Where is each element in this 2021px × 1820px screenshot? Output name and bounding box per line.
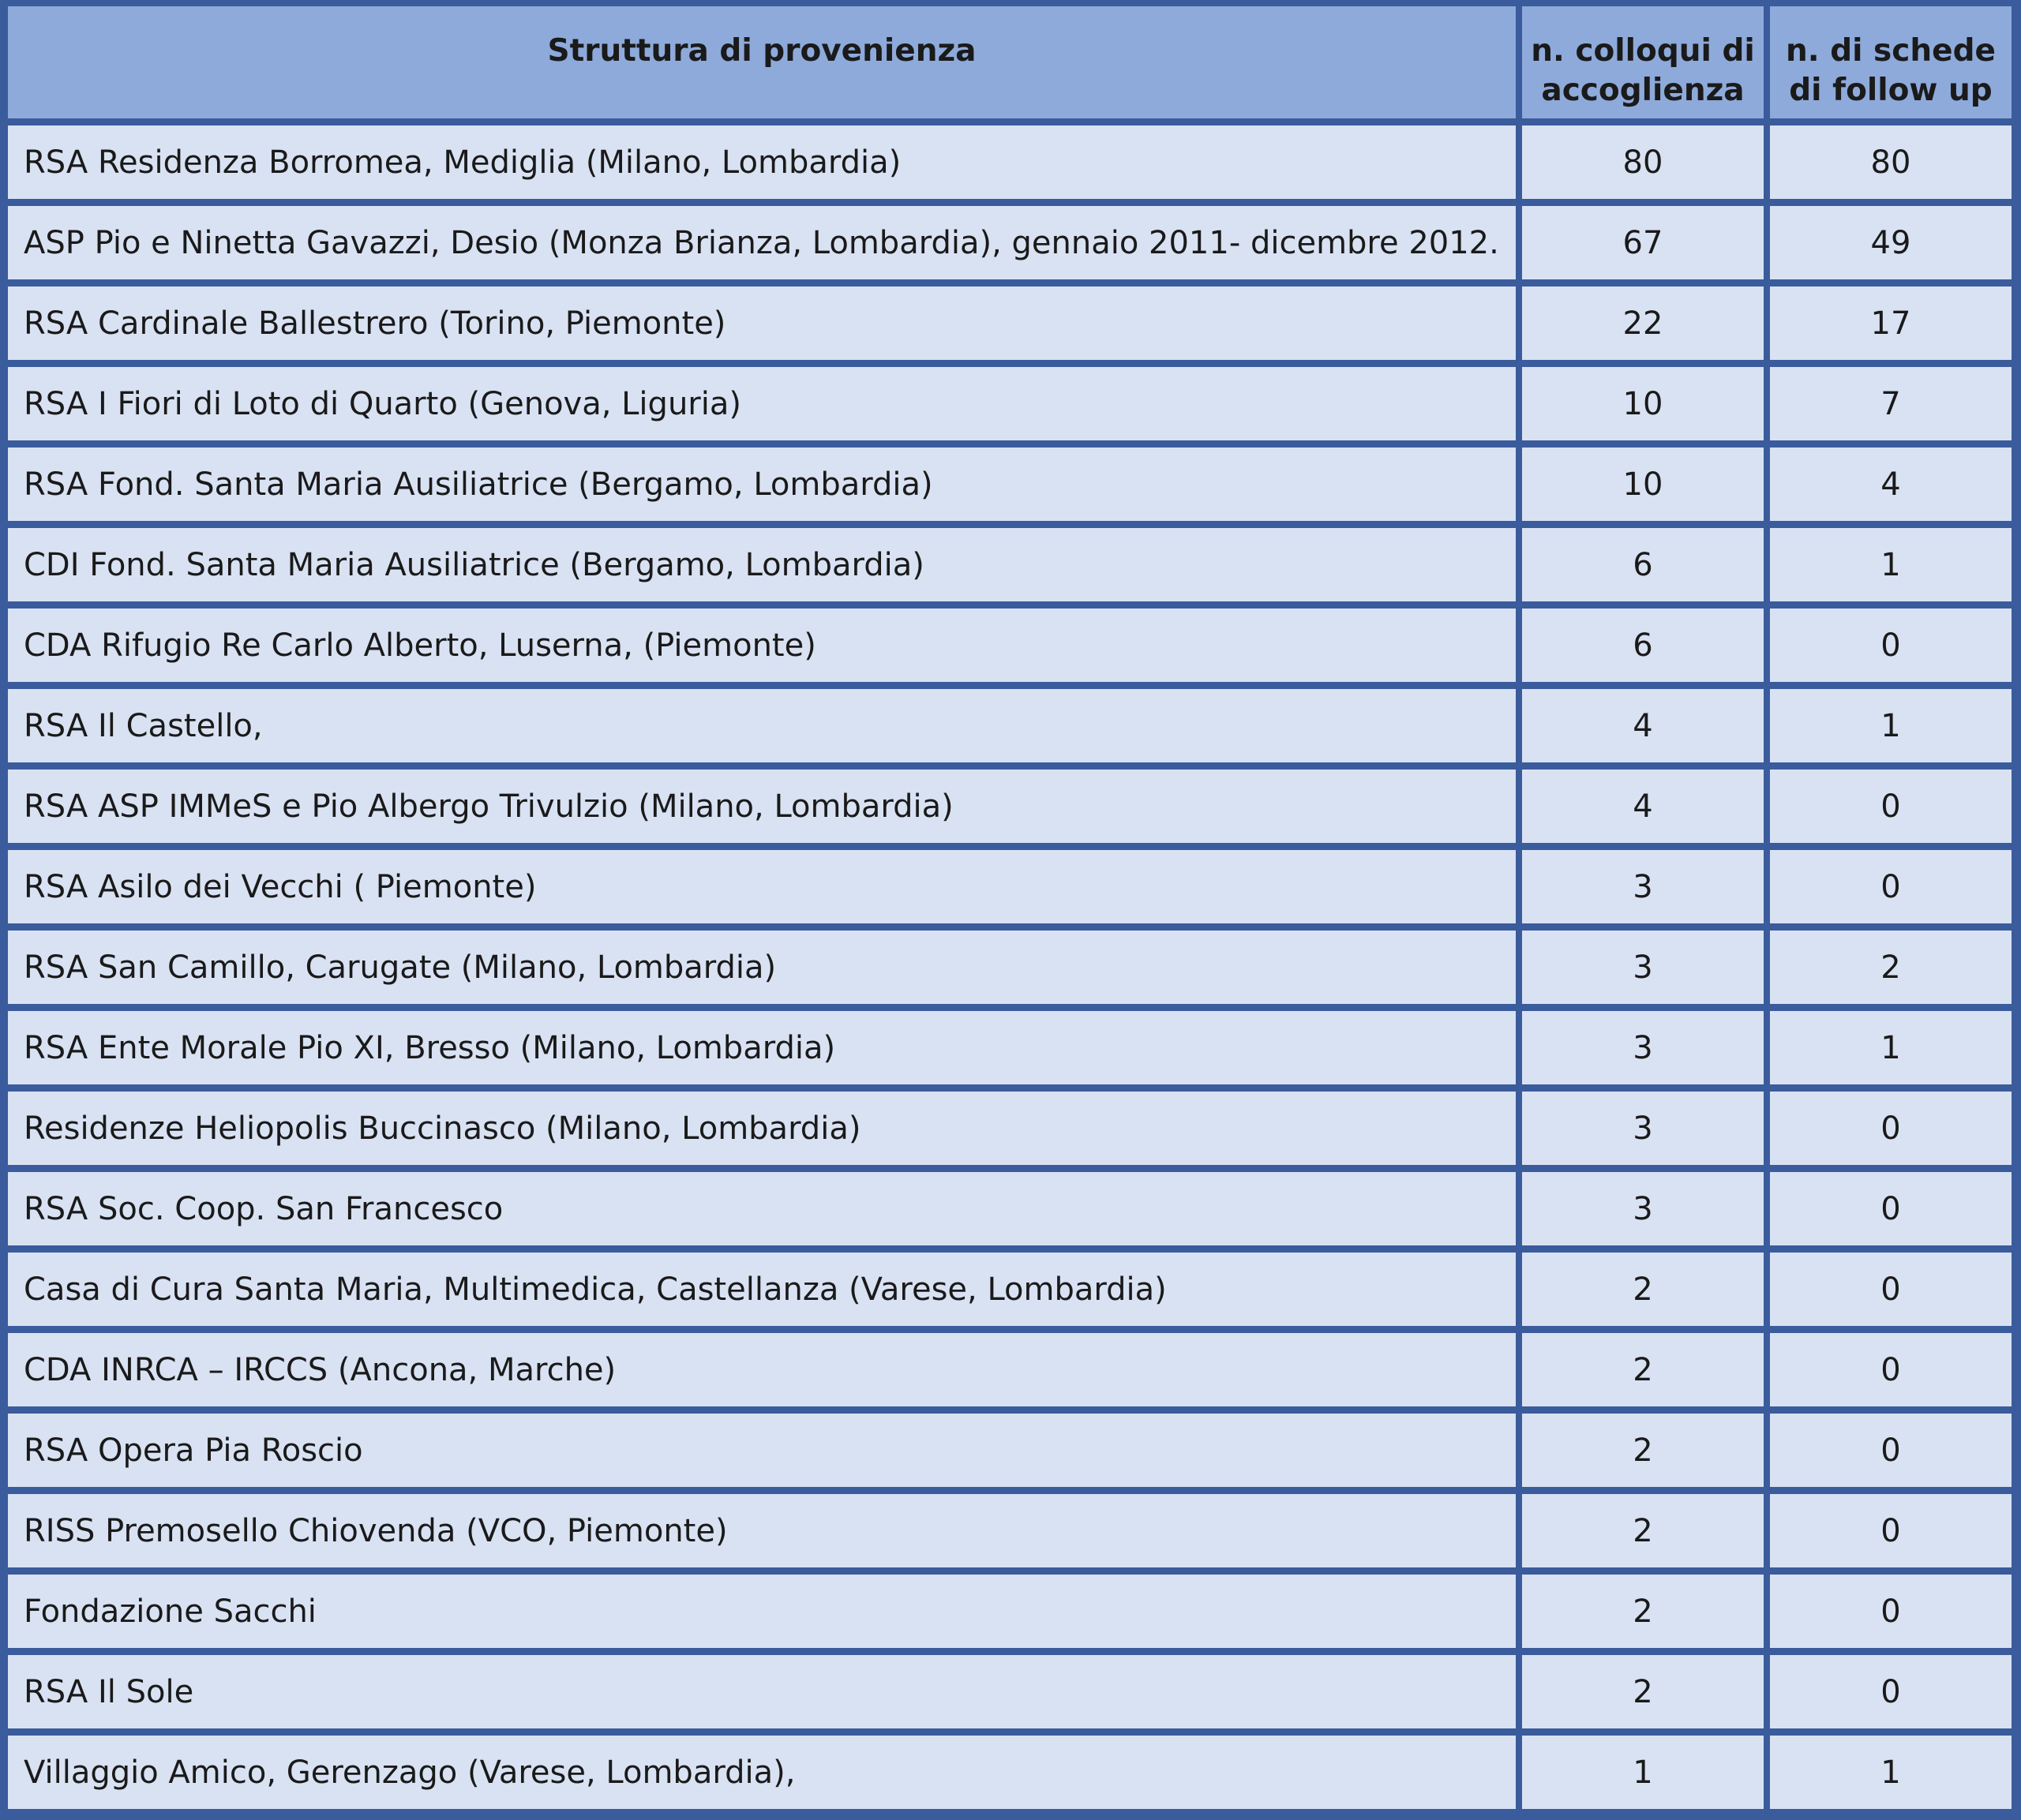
table-row (8, 1092, 2012, 1165)
cell-struttura: RSA Soc. Coop. San Francesco (8, 1172, 1516, 1245)
table-row (8, 770, 2012, 843)
cell-schede: 0 (1770, 1575, 2012, 1648)
cell-struttura: RISS Premosello Chiovenda (VCO, Piemonte) (8, 1494, 1516, 1567)
table-row (8, 1575, 2012, 1648)
cell-schede: 0 (1770, 1253, 2012, 1326)
cell-schede: 0 (1770, 770, 2012, 843)
table-row (8, 1414, 2012, 1487)
cell-colloqui: 2 (1522, 1333, 1764, 1406)
cell-colloqui: 2 (1522, 1575, 1764, 1648)
cell-struttura: CDA INRCA – IRCCS (Ancona, Marche) (8, 1333, 1516, 1406)
header-colloqui-line2: accoglienza (1541, 73, 1745, 108)
strutture-table (2, 0, 2018, 1816)
table-row (8, 528, 2012, 601)
cell-schede: 80 (1770, 125, 2012, 199)
header-schede-line1: n. di schede (1786, 33, 1996, 69)
cell-colloqui: 6 (1522, 609, 1764, 682)
header-schede-line2: di follow up (1789, 73, 1993, 108)
cell-schede: 4 (1770, 448, 2012, 521)
cell-struttura: RSA Ente Morale Pio XI, Bresso (Milano, Lombardia) (8, 1011, 1516, 1084)
header-colloqui (1522, 6, 1764, 118)
cell-schede: 0 (1770, 1494, 2012, 1567)
table-row (8, 1011, 2012, 1084)
cell-struttura: Villaggio Amico, Gerenzago (Varese, Lombardia), (8, 1736, 1516, 1809)
cell-schede: 1 (1770, 1011, 2012, 1084)
table-row (8, 1655, 2012, 1728)
cell-colloqui: 22 (1522, 286, 1764, 360)
cell-struttura: CDI Fond. Santa Maria Ausiliatrice (Bergamo, Lombardia) (8, 528, 1516, 601)
cell-struttura: Fondazione Sacchi (8, 1575, 1516, 1648)
cell-schede: 49 (1770, 206, 2012, 279)
table-row (8, 367, 2012, 440)
table-row (8, 931, 2012, 1004)
cell-schede: 0 (1770, 1655, 2012, 1728)
table-row (8, 1333, 2012, 1406)
table-row (8, 1736, 2012, 1809)
cell-colloqui: 2 (1522, 1414, 1764, 1487)
cell-schede: 0 (1770, 609, 2012, 682)
table-row (8, 286, 2012, 360)
cell-struttura: RSA San Camillo, Carugate (Milano, Lombardia) (8, 931, 1516, 1004)
table-row (8, 1494, 2012, 1567)
cell-colloqui: 2 (1522, 1494, 1764, 1567)
table-row (8, 1253, 2012, 1326)
cell-colloqui: 2 (1522, 1253, 1764, 1326)
cell-schede: 1 (1770, 1736, 2012, 1809)
cell-schede: 0 (1770, 1414, 2012, 1487)
cell-struttura: ASP Pio e Ninetta Gavazzi, Desio (Monza Brianza, Lombardia), gennaio 2011- dicembre 2012. (8, 206, 1516, 279)
header-struttura-label: Struttura di provenienza (547, 33, 977, 69)
cell-colloqui: 67 (1522, 206, 1764, 279)
cell-schede: 0 (1770, 1333, 2012, 1406)
cell-colloqui: 3 (1522, 1172, 1764, 1245)
cell-colloqui: 10 (1522, 367, 1764, 440)
cell-struttura: RSA Residenza Borromea, Mediglia (Milano, Lombardia) (8, 125, 1516, 199)
cell-struttura: Residenze Heliopolis Buccinasco (Milano, Lombardia) (8, 1092, 1516, 1165)
cell-struttura: CDA Rifugio Re Carlo Alberto, Luserna, (Piemonte) (8, 609, 1516, 682)
header-colloqui-line1: n. colloqui di (1531, 33, 1755, 69)
cell-schede: 7 (1770, 367, 2012, 440)
cell-schede: 0 (1770, 850, 2012, 923)
cell-colloqui: 3 (1522, 850, 1764, 923)
header-struttura (8, 6, 1516, 118)
table-row (8, 850, 2012, 923)
cell-colloqui: 3 (1522, 931, 1764, 1004)
cell-colloqui: 6 (1522, 528, 1764, 601)
cell-colloqui: 4 (1522, 689, 1764, 762)
cell-colloqui: 80 (1522, 125, 1764, 199)
cell-colloqui: 1 (1522, 1736, 1764, 1809)
table-row (8, 609, 2012, 682)
cell-schede: 17 (1770, 286, 2012, 360)
cell-colloqui: 3 (1522, 1092, 1764, 1165)
table-row (8, 206, 2012, 279)
cell-colloqui: 10 (1522, 448, 1764, 521)
header-schede (1770, 6, 2012, 118)
cell-schede: 0 (1770, 1172, 2012, 1245)
cell-struttura: RSA Fond. Santa Maria Ausiliatrice (Bergamo, Lombardia) (8, 448, 1516, 521)
cell-colloqui: 4 (1522, 770, 1764, 843)
cell-schede: 1 (1770, 689, 2012, 762)
cell-schede: 1 (1770, 528, 2012, 601)
table-row (8, 689, 2012, 762)
cell-struttura: Casa di Cura Santa Maria, Multimedica, Castellanza (Varese, Lombardia) (8, 1253, 1516, 1326)
cell-struttura: RSA I Fiori di Loto di Quarto (Genova, Liguria) (8, 367, 1516, 440)
cell-schede: 2 (1770, 931, 2012, 1004)
table-row (8, 125, 2012, 199)
header-row (8, 6, 2012, 118)
table-row (8, 1172, 2012, 1245)
cell-struttura: RSA Il Castello, (8, 689, 1516, 762)
cell-schede: 0 (1770, 1092, 2012, 1165)
cell-struttura: RSA ASP IMMeS e Pio Albergo Trivulzio (Milano, Lombardia) (8, 770, 1516, 843)
cell-struttura: RSA Cardinale Ballestrero (Torino, Piemonte) (8, 286, 1516, 360)
cell-struttura: RSA Il Sole (8, 1655, 1516, 1728)
cell-struttura: RSA Opera Pia Roscio (8, 1414, 1516, 1487)
table-row (8, 448, 2012, 521)
cell-colloqui: 3 (1522, 1011, 1764, 1084)
cell-colloqui: 2 (1522, 1655, 1764, 1728)
cell-struttura: RSA Asilo dei Vecchi ( Piemonte) (8, 850, 1516, 923)
